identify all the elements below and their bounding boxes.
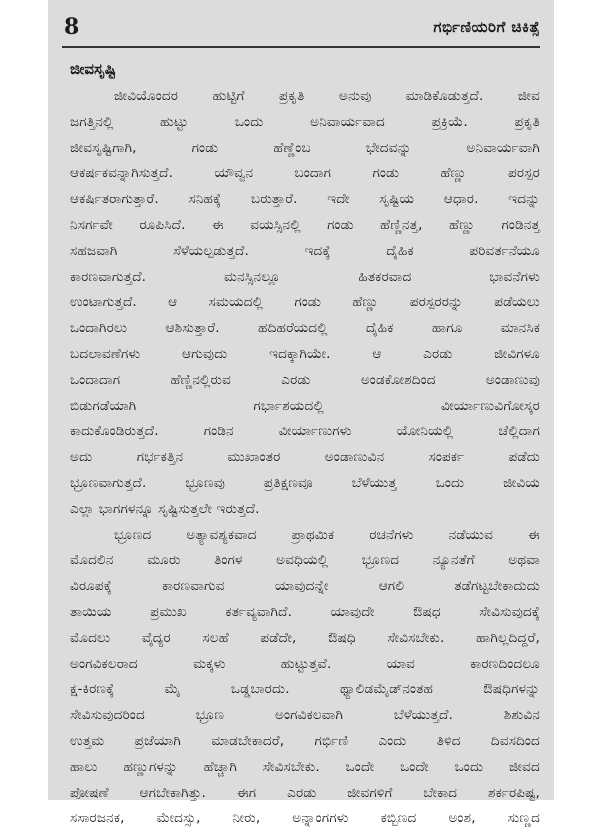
book-page xyxy=(48,0,554,827)
text-line: ಪೋಷಣೆ ಆಗಬೇಕಾಗಿತ್ತು. ಈಗ ಎರಡು ಜೀವಗಳಿಗೆ ಬೇಕಾದ ಶರ್ಕರಪಿಷ್ಟ, xyxy=(70,784,540,801)
running-title: ಗರ್ಭಿಣಿಯರಿಗೆ ಚಿಕಿತ್ಸೆ xyxy=(433,18,540,36)
text-line: ಮೊದಲು ವೈದ್ಯರ ಸಲಹೆ ಪಡೆದೇ, ಔಷಧಿ ಸೇವಿಸಬೇಕು. ಹಾಗಿಲ್ಲದಿದ್ದರೆ, xyxy=(70,629,540,646)
text-line: ತಾಯಿಯ ಪ್ರಮುಖ ಕರ್ತವ್ಯವಾಗಿದೆ. ಯಾವುದೇ ಔಷಧ ಸೇವಿಸುವುದಕ್ಕೆ xyxy=(70,603,540,620)
text-line: ಜಗತ್ತಿನಲ್ಲಿ ಹುಟ್ಟು ಒಂದು ಅನಿವಾರ್ಯವಾದ ಪ್ರಕ್ರಿಯೆ. ಪ್ರಕೃತಿ xyxy=(70,113,540,130)
text-line: ಕ್ಷ-ಕಿರಣಕ್ಕೆ ಮೈ ಒಡ್ಡಬಾರದು. ಥ್ಯಾಲಿಡಮೈಡ್‌ನಂತಹ ಔಷಧಿಗಳನ್ನು xyxy=(70,681,540,698)
text-line: ಬದಲಾವಣೆಗಳು ಆಗುವುದು ಇದಕ್ಕಾಗಿಯೇ. ಆ ಎರಡು ಜೀವಿಗಳೂ xyxy=(70,345,540,362)
text-line: ಜೀವಸೃಷ್ಟಿಗಾಗಿ, ಗಂಡು ಹೆಣ್ಣೆಂಬ ಭೇದವನ್ನು ಅನಿವಾರ್ಯವಾಗಿ xyxy=(70,139,540,156)
text-line: ಅದು ಗರ್ಭಕತ್ತಿನ ಮುಖಾಂತರ ಅಂಡಾಣುವಿನ ಸಂಪರ್ಕ ಪಡೆದು xyxy=(70,449,540,466)
text-line: ನಿಸರ್ಗವೇ ರೂಪಿಸಿದೆ. ಈ ವಯಸ್ಸಿನಲ್ಲಿ ಗಂಡು ಹೆಣ್ಣಿನತ್ತ, ಹೆಣ್ಣು ಗಂಡಿನತ್ತ xyxy=(70,216,540,233)
text-line: ಭ್ರೂಣದ ಅತ್ಯಾವಶ್ಯಕವಾದ ಪ್ರಾಥಮಿಕ ರಚನೆಗಳು ನಡೆಯುವ ಈ xyxy=(114,526,540,543)
text-line: ಸಸಾರಜನಕ, ಮೇದಸ್ಸು, ನೀರು, ಅನ್ನಾಂಗಗಳು ಕಬ್ಬಿಣದ ಅಂಶ, ಸುಣ್ಣದ xyxy=(70,810,540,827)
page-header xyxy=(64,14,540,42)
text-line: ಮೊದಲಿನ ಮೂರು ತಿಂಗಳ ಅವಧಿಯಲ್ಲಿ ಭ್ರೂಣದ ನ್ಯೂನತೆಗೆ ಅಥವಾ xyxy=(70,552,540,569)
text-line: ಆಕರ್ಷಿತರಾಗುತ್ತಾರೆ. ಸನಿಹಕ್ಕೆ ಬರುತ್ತಾರೆ. ಇದೇ ಸೃಷ್ಟಿಯ ಆಧಾರ. ಇದನ್ನು xyxy=(70,191,540,208)
text-line: ಬಿಡುಗಡೆಯಾಗಿ ಗರ್ಭಾಶಯದಲ್ಲಿ ವೀರ್ಯಾಣುವಿಗೋಸ್ಕರ xyxy=(70,397,540,414)
text-line: ಹಾಲು ಹಣ್ಣುಗಳನ್ನು ಹೆಚ್ಚಾಗಿ ಸೇವಿಸಬೇಕು. ಒಂದೇ ಒಂದೇ ಒಂದು ಜೀವದ xyxy=(70,758,540,775)
section-heading: ಜೀವಸೃಷ್ಟಿ xyxy=(70,60,116,78)
body-text xyxy=(70,84,540,832)
text-line: ಉತ್ತಮ ಪ್ರಜೆಯಾಗಿ ಮಾಡಬೇಕಾದರೆ, ಗರ್ಭಿಣಿ ಎಂದು ತಿಳಿದ ದಿವಸದಿಂದ xyxy=(70,732,540,749)
text-line: ಸೇವಿಸುವುದರಿಂದ ಭ್ರೂಣ ಅಂಗವಿಕಲವಾಗಿ ಬೆಳೆಯುತ್ತದೆ. ಶಿಶುವಿನ xyxy=(70,707,540,724)
text-line: ಸಹಜವಾಗಿ ಸೆಳೆಯಲ್ಪಡುತ್ತದೆ. ಇದಕ್ಕೆ ದೈಹಿಕ ಪರಿವರ್ತನೆಯೂ xyxy=(70,242,540,259)
text-line: ಉಂಟಾಗುತ್ತದೆ. ಆ ಸಮಯದಲ್ಲಿ ಗಂಡು ಹೆಣ್ಣು ಪರಸ್ಪರರನ್ನು ಪಡೆಯಲು xyxy=(70,294,540,311)
text-line: ಅಂಗವಿಕಲರಾದ ಮಕ್ಕಳು ಹುಟ್ಟುತ್ತವೆ. ಯಾವ ಕಾರಣದಿಂದಲೂ xyxy=(70,655,540,672)
text-line: ಕಾದುಕೊಂಡಿರುತ್ತದೆ. ಗಂಡಿನ ವೀರ್ಯಾಣುಗಳು ಯೋನಿಯಲ್ಲಿ ಚೆಲ್ಲಿದಾಗ xyxy=(70,423,540,440)
text-line: ಎಲ್ಲಾ ಭಾಗಗಳನ್ನೂ ಸೃಷ್ಟಿಸುತ್ತಲೇ ಇರುತ್ತದೆ. xyxy=(70,500,260,517)
header-divider xyxy=(62,46,540,48)
text-line: ವಿರೂಪಕ್ಕೆ ಕಾರಣವಾಗುವ ಯಾವುದನ್ನೇ ಆಗಲಿ ತಡೆಗಟ್ಟಬೇಕಾದುದು xyxy=(70,578,540,595)
text-line: ಒಂದಾದಾಗ ಹೆಣ್ಣಿನಲ್ಲಿರುವ ಎರಡು ಅಂಡಕೋಶದಿಂದ ಅಂಡಾಣುವು xyxy=(70,371,540,388)
page-number: 8 xyxy=(64,14,80,40)
text-line: ಜೀವಿಯೊಂದರ ಹುಟ್ಟಿಗೆ ಪ್ರಕೃತಿ ಅನುವು ಮಾಡಿಕೊಡುತ್ತದೆ. ಜೀವ xyxy=(114,88,540,104)
text-line: ಭ್ರೂಣವಾಗುತ್ತದೆ. ಭ್ರೂಣವು ಪ್ರತಿಕ್ಷಣವೂ ಬೆಳೆಯುತ್ತ ಒಂದು ಜೀವಿಯ xyxy=(70,474,540,491)
text-line: ಆಕರ್ಷಕವನ್ನಾಗಿಸುತ್ತದೆ. ಯೌವ್ವನ ಬಂದಾಗ ಗಂಡು ಹೆಣ್ಣು ಪರಸ್ಪರ xyxy=(70,165,540,182)
text-line: ಕಾರಣವಾಗುತ್ತದೆ. ಮನಸ್ಸಿನಲ್ಲೂ ಹಿತಕರವಾದ ಭಾವನೆಗಳು xyxy=(70,268,540,285)
text-line: ಒಂದಾಗಿರಲು ಆಶಿಸುತ್ತಾರೆ. ಹದಿಹರೆಯದಲ್ಲಿ ದೈಹಿಕ ಹಾಗೂ ಮಾನಸಿಕ xyxy=(70,320,540,337)
